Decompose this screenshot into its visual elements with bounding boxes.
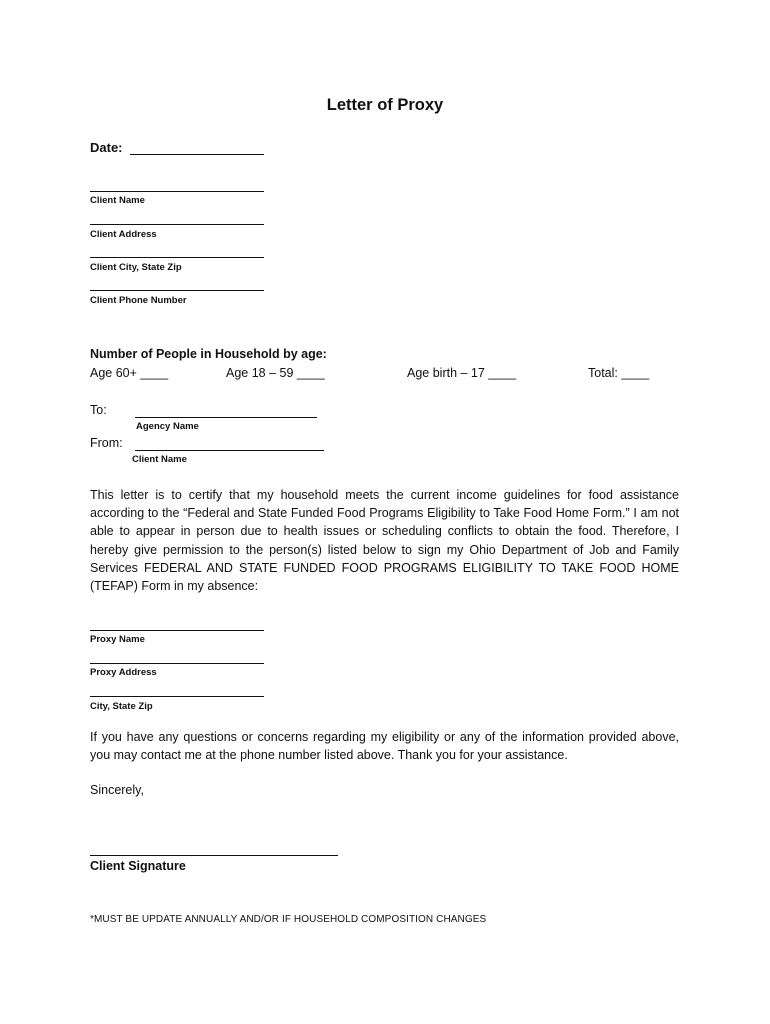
update-footnote: *MUST BE UPDATE ANNUALLY AND/OR IF HOUSEHOLD COMPOSITION CHANGES [90, 914, 487, 925]
household-heading: Number of People in Household by age: [90, 347, 327, 361]
from-client-name-label: Client Name [132, 454, 187, 465]
proxy-address-field[interactable] [90, 663, 264, 664]
salutation: Sincerely, [90, 783, 144, 797]
from-label: From: [90, 436, 123, 450]
client-name-field[interactable] [90, 191, 264, 192]
client-signature-field[interactable] [90, 855, 338, 856]
page-title: Letter of Proxy [326, 96, 444, 114]
certification-paragraph: This letter is to certify that my household meets the current income guidelines for food assistance according to the “Federal and State Funded Food Programs Eligibility to Take Food Home Form.” I am not able to appear in person due to health issues or scheduling conflicts to obtain the food. Therefore, I hereby give permission to the person(s) listed below to sign my Ohio Department of Job and Family Services FEDERAL AND STATE FUNDED FOOD PROGRAMS ELIGIBILITY TO TAKE FOOD HOME (TEFAP) Form in my absence: [90, 488, 679, 594]
to-label: To: [90, 403, 107, 417]
date-label: Date: [90, 140, 123, 155]
client-signature-label: Client Signature [90, 859, 186, 873]
client-name-label: Client Name [90, 195, 145, 206]
agency-name-label: Agency Name [136, 421, 199, 432]
proxy-city-state-zip-field[interactable] [90, 696, 264, 697]
proxy-name-label: Proxy Name [90, 634, 145, 645]
client-phone-field[interactable] [90, 290, 264, 291]
proxy-name-field[interactable] [90, 630, 264, 631]
date-field[interactable] [130, 154, 264, 155]
client-city-state-zip-label: Client City, State Zip [90, 262, 182, 273]
agency-name-field[interactable] [135, 417, 317, 418]
age-18-59-field[interactable]: Age 18 – 59 ____ [226, 366, 325, 380]
from-client-name-field[interactable] [135, 450, 324, 451]
age-60-plus-field[interactable]: Age 60+ ____ [90, 366, 169, 380]
client-city-state-zip-field[interactable] [90, 257, 264, 258]
client-address-label: Client Address [90, 229, 157, 240]
client-address-field[interactable] [90, 224, 264, 225]
client-phone-label: Client Phone Number [90, 295, 187, 306]
proxy-address-label: Proxy Address [90, 667, 157, 678]
closing-paragraph: If you have any questions or concerns regarding my eligibility or any of the information provided above, you may contact me at the phone number listed above. Thank you for your assistance. [90, 730, 679, 763]
household-total-field[interactable]: Total: ____ [588, 366, 650, 380]
age-birth-17-field[interactable]: Age birth – 17 ____ [407, 366, 517, 380]
proxy-city-state-zip-label: City, State Zip [90, 701, 153, 712]
